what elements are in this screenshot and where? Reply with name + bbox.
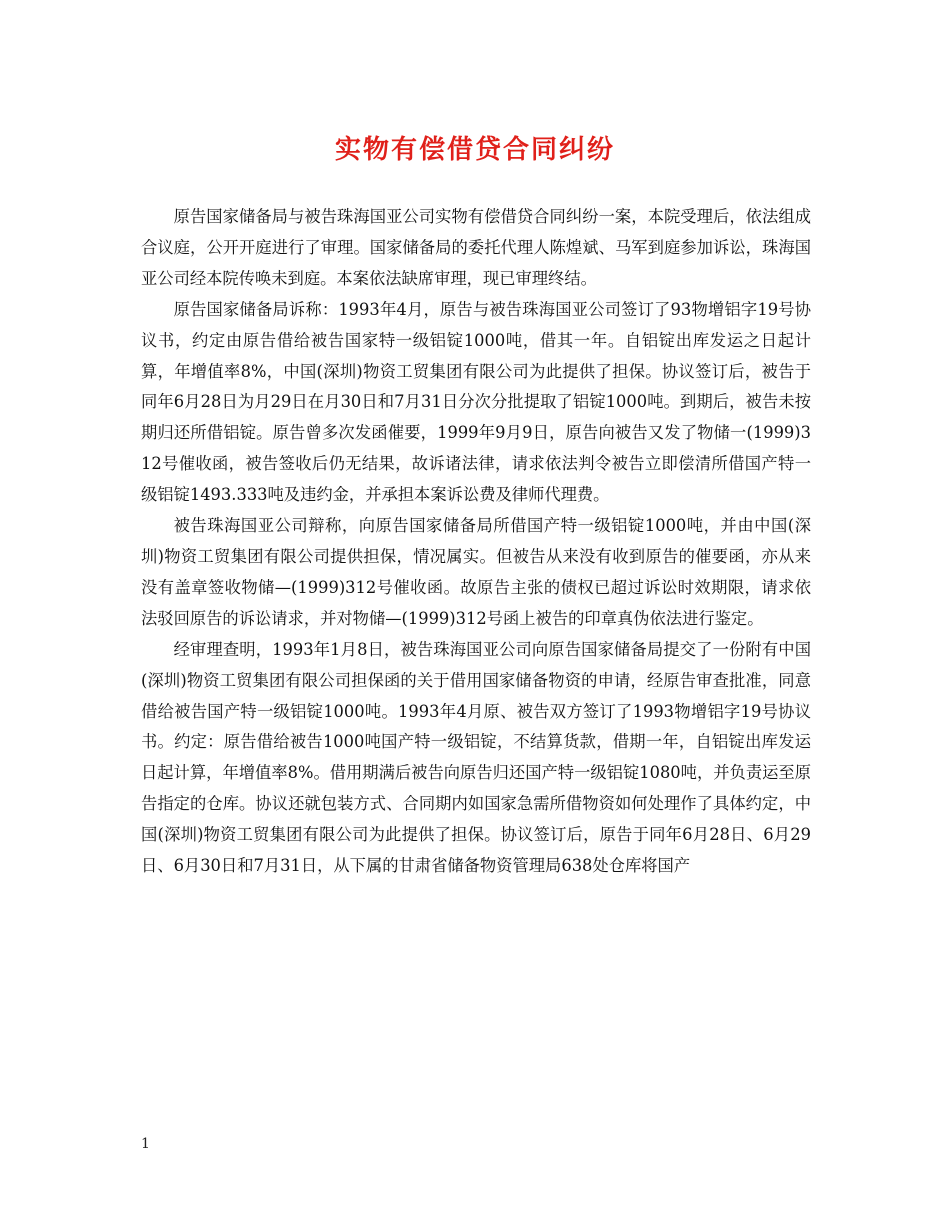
page-number: 1 — [141, 1136, 150, 1152]
paragraph-plaintiff-claim: 原告国家储备局诉称：1993年4月，原告与被告珠海国亚公司签订了93物增铝字19号协议书，约定由原告借给被告国家特一级铝锭1000吨，借其一年。自铝锭出库发运之日起计算，年增值率8%，中国(深圳)物资工贸集团有限公司为此提供了担保。协议签订后，被告于同年6月28日为月29日在月30日和7月31日分次分批提取了铝锭1000吨。到期后，被告未按期归还所借铝锭。原告曾多次发函催要，1999年9月9日，原告向被告又发了物储一(1999)312号催收函，被告签收后仍无结果，故诉诸法律，请求依法判令被告立即偿清所借国产特一级铝锭1493.333吨及违约金，并承担本案诉讼费及律师代理费。 — [141, 299, 811, 505]
paragraph-findings: 经审理查明，1993年1月8日，被告珠海国亚公司向原告国家储备局提交了一份附有中国(深圳)物资工贸集团有限公司担保函的关于借用国家储备物资的申请，经原告审查批准，同意借给被告国产特一级铝锭1000吨。1993年4月原、被告双方签订了1993物增铝字19号协议书。约定：原告借给被告1000吨国产特一级铝锭，不结算货款，借期一年，自铝锭出库发运日起计算，年增值率8%。借用期满后被告向原告归还国产特一级铝锭1080吨，并负责运至原告指定的仓库。协议还就包装方式、合同期内如国家急需所借物资如何处理作了具体约定，中国(深圳)物资工贸集团有限公司为此提供了担保。协议签订后，原告于同年6月28日、6月29日、6月30日和7月31日，从下属的甘肃省储备物资管理局638处仓库将国产 — [141, 639, 811, 876]
document-body — [141, 202, 811, 882]
paragraph-intro: 原告国家储备局与被告珠海国亚公司实物有偿借贷合同纠纷一案，本院受理后，依法组成合议庭，公开开庭进行了审理。国家储备局的委托代理人陈煌斌、马军到庭参加诉讼，珠海国亚公司经本院传唤未到庭。本案依法缺席审理，现已审理终结。 — [141, 207, 811, 288]
paragraph-defendant-defense: 被告珠海国亚公司辩称，向原告国家储备局所借国产特一级铝锭1000吨，并由中国(深圳)物资工贸集团有限公司提供担保，情况属实。但被告从来没有收到原告的催要函，亦从来没有盖章签收物储—(1999)312号催收函。故原告主张的债权已超过诉讼时效期限，请求依法驳回原告的诉讼请求，并对物储—(1999)312号函上被告的印章真伪依法进行鉴定。 — [141, 516, 811, 628]
document-title: 实物有偿借贷合同纠纷 — [334, 135, 615, 165]
